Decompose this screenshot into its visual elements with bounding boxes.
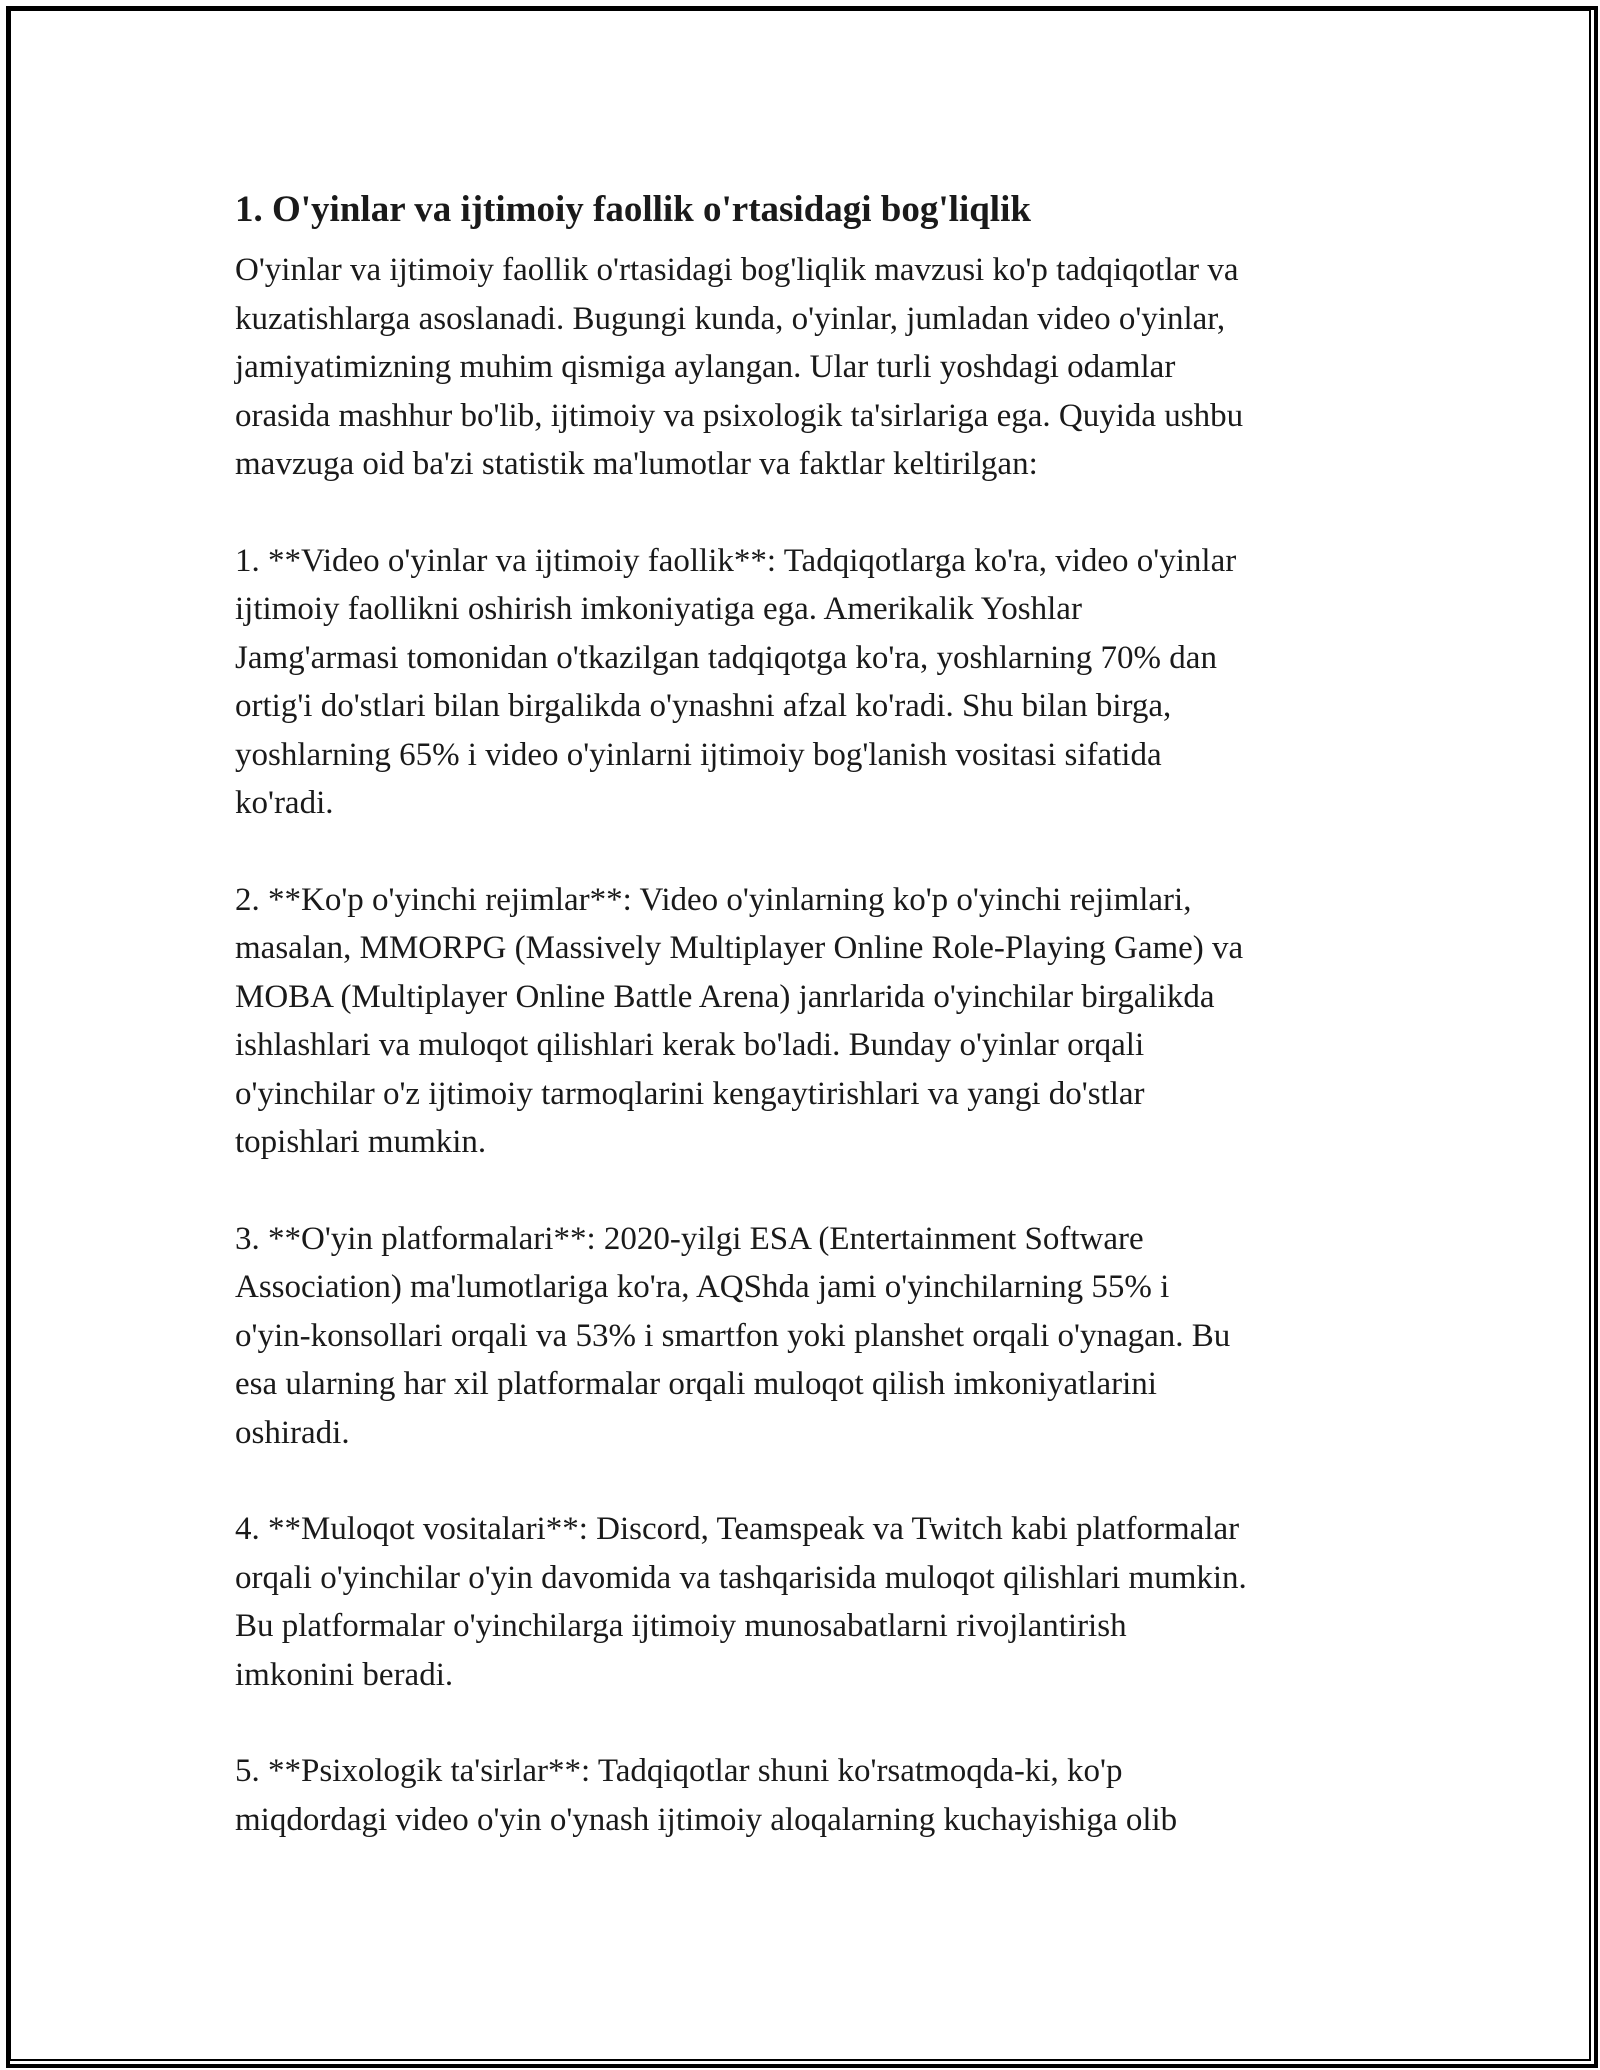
text-line: Association) ma'lumotlariga ko'ra, AQShda jami o'yinchilarning 55% i [235, 1269, 1170, 1305]
text-line: esa ularning har xil platformalar orqali muloqot qilish imkoniyatlarini [235, 1366, 1157, 1402]
text-line: ortig'i do'stlari bilan birgalikda o'ynashni afzal ko'radi. Shu bilan birga, [235, 688, 1172, 724]
text-line: o'yin-konsollari orqali va 53% i smartfon yoki planshet orqali o'ynagan. Bu [235, 1317, 1231, 1354]
list-item-4-paragraph [235, 1505, 1375, 1699]
text-line: orasida mashhur bo'lib, ijtimoiy va psixologik ta'sirlariga ega. Quyida ushbu [235, 397, 1244, 434]
text-line: 5. **Psixologik ta'sirlar**: Tadqiqotlar shuni ko'rsatmoqda-ki, ko'p [235, 1753, 1123, 1789]
text-line: mavzuga oid ba'zi statistik ma'lumotlar va faktlar keltirilgan: [235, 446, 1038, 482]
text-line: kuzatishlarga asoslanadi. Bugungi kunda, o'yinlar, jumladan video o'yinlar, [235, 300, 1226, 337]
text-line: 4. **Muloqot vositalari**: Discord, Teamspeak va Twitch kabi platformalar [235, 1511, 1240, 1547]
list-item-2-paragraph [235, 876, 1375, 1167]
text-line: oshiradi. [235, 1414, 350, 1451]
text-line: imkonini beradi. [235, 1656, 454, 1693]
text-line: MOBA (Multiplayer Online Battle Arena) janrlarida o'yinchilar birgalikda [235, 978, 1215, 1015]
text-line: miqdordagi video o'yin o'ynash ijtimoiy aloqalarning kuchayishiga olib [235, 1801, 1178, 1838]
text-line: O'yinlar va ijtimoiy faollik o'rtasidagi bog'liqlik mavzusi ko'p tadqiqotlar va [235, 252, 1239, 288]
text-line: masalan, MMORPG (Massively Multiplayer Online Role-Playing Game) va [235, 930, 1244, 966]
list-item-1-paragraph [235, 537, 1375, 828]
text-line: jamiyatimizning muhim qismiga aylangan. Ular turli yoshdagi odamlar [235, 349, 1176, 385]
text-line: yoshlarning 65% i video o'yinlarni ijtimoiy bog'lanish vositasi sifatida [235, 736, 1162, 773]
text-line: ijtimoiy faollikni oshirish imkoniyatiga ega. Amerikalik Yoshlar [235, 591, 1082, 627]
text-line: Bu platformalar o'yinchilarga ijtimoiy munosabatlarni rivojlantirish [235, 1608, 1127, 1644]
text-line: 3. **O'yin platformalari**: 2020-yilgi ESA (Entertainment Software [235, 1220, 1144, 1257]
text-line: 1. **Video o'yinlar va ijtimoiy faollik**: Tadqiqotlarga ko'ra, video o'yinlar [235, 542, 1237, 579]
text-line: Jamg'armasi tomonidan o'tkazilgan tadqiqotga ko'ra, yoshlarning 70% dan [235, 639, 1217, 676]
text-line: topishlari mumkin. [235, 1124, 487, 1160]
intro-paragraph [235, 246, 1375, 489]
text-line: orqali o'yinchilar o'yin davomida va tashqarisida muloqot qilishlari mumkin. [235, 1559, 1247, 1596]
text-line: o'yinchilar o'z ijtimoiy tarmoqlarini kengaytirishlari va yangi do'stlar [235, 1075, 1145, 1112]
text-line: ko'radi. [235, 785, 334, 821]
list-item-3-paragraph [235, 1215, 1375, 1458]
text-line: ishlashlari va muloqot qilishlari kerak bo'ladi. Bunday o'yinlar orqali [235, 1027, 1145, 1063]
section-heading: 1. O'yinlar va ijtimoiy faollik o'rtasidagi bog'liqlik [235, 189, 1031, 230]
list-item-5-paragraph [235, 1747, 1375, 1844]
text-line: 2. **Ko'p o'yinchi rejimlar**: Video o'yinlarning ko'p o'yinchi rejimlari, [235, 881, 1192, 918]
document-body [235, 186, 1375, 1892]
